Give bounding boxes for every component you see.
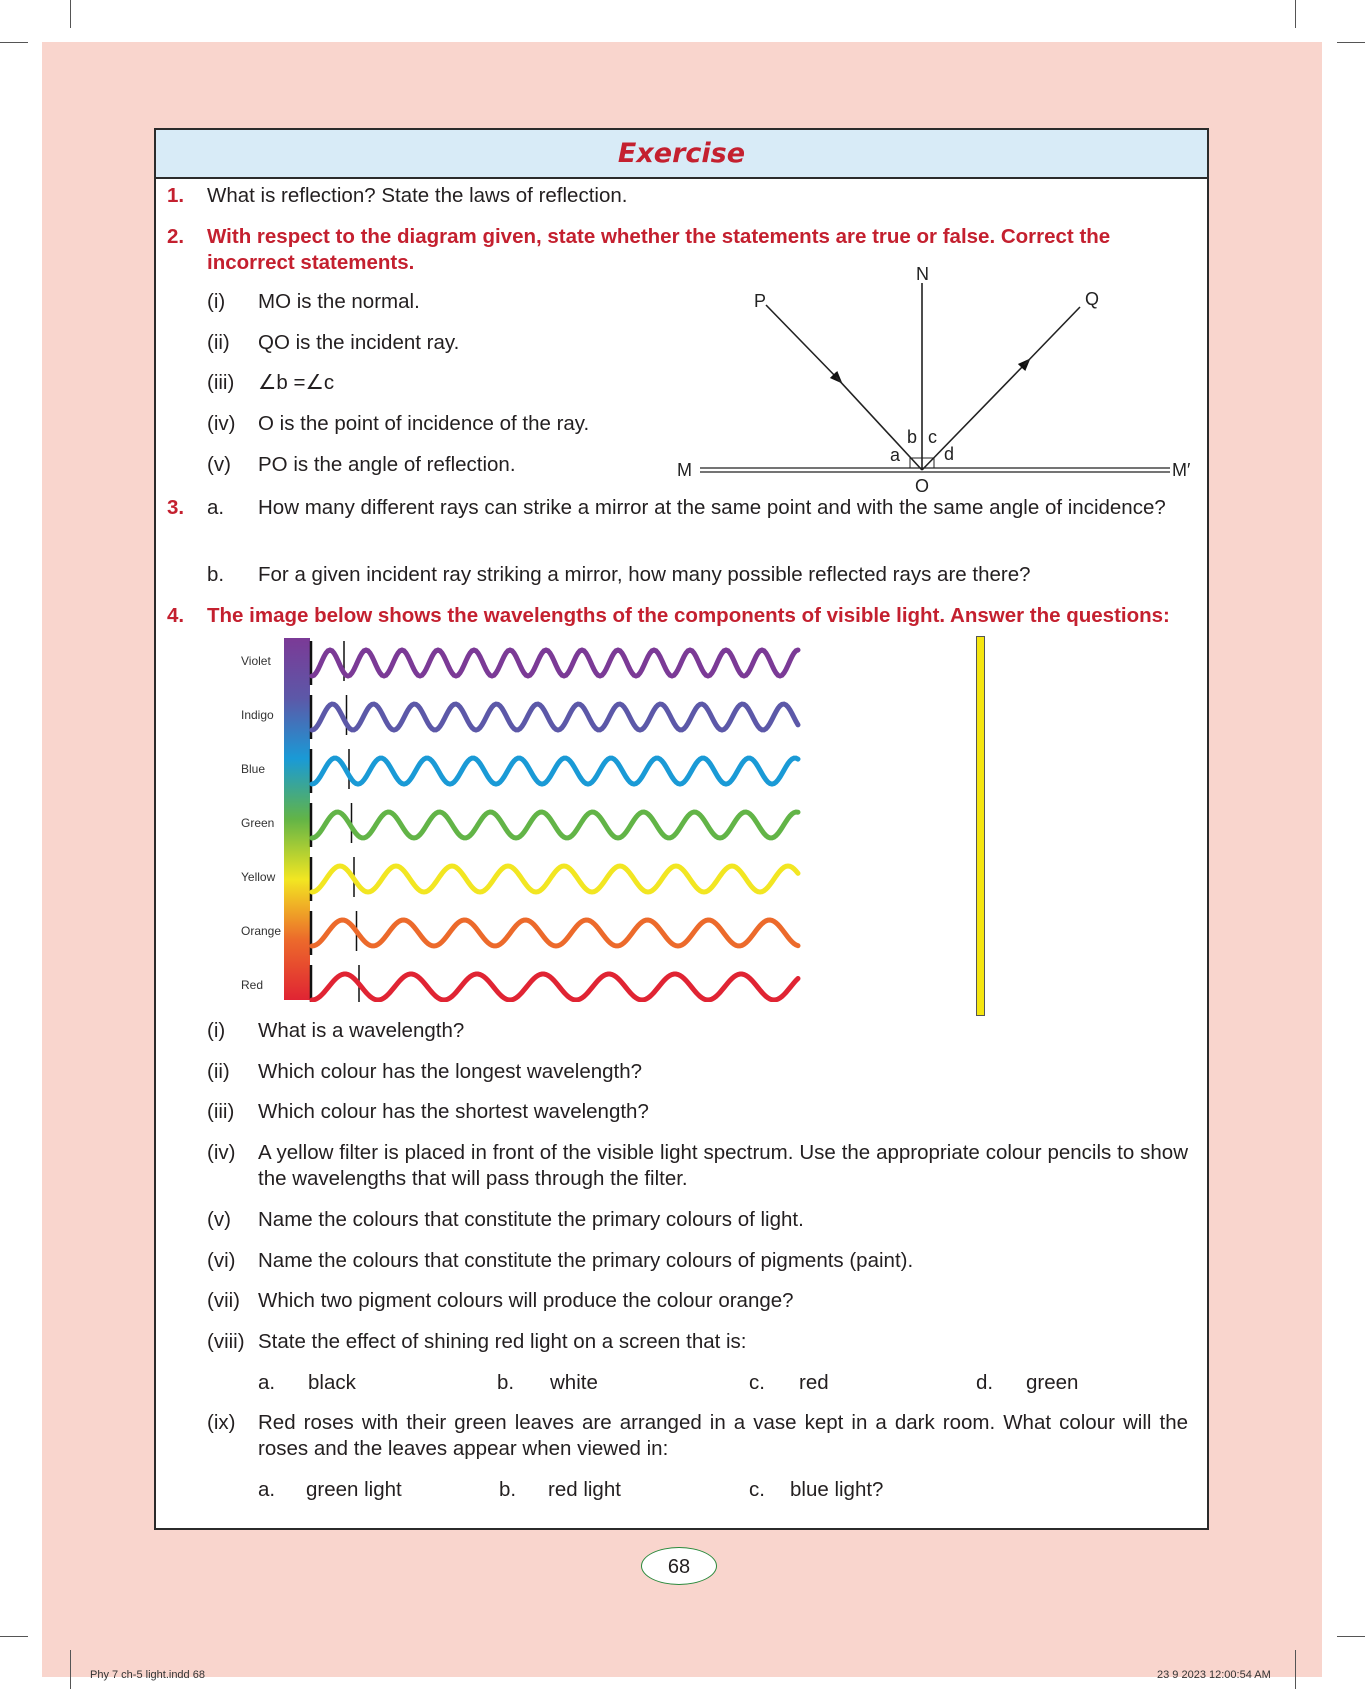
q2-text: With respect to the diagram given, state whether the statements are true or false. Correct the incorrect statements. xyxy=(207,225,1111,274)
option-text: white xyxy=(550,1371,598,1394)
q2-item-label: (ii) xyxy=(207,331,230,354)
label-d: d xyxy=(944,444,955,464)
incident-ray xyxy=(766,305,838,379)
q3-item-label: b. xyxy=(207,563,225,586)
q4-number: 4. xyxy=(167,604,185,627)
q4-item-label: (vii) xyxy=(207,1289,241,1312)
q4-item-label: (viii) xyxy=(207,1330,245,1353)
q2-item-text: O is the point of incidence of the ray. xyxy=(258,412,590,435)
option-text: green xyxy=(1026,1371,1079,1394)
spectrum-label: Red xyxy=(241,978,264,992)
option-text: red light xyxy=(548,1478,621,1501)
q4-item-label: (iii) xyxy=(207,1100,235,1123)
label-c: c xyxy=(928,427,937,447)
reflected-ray xyxy=(922,363,1026,470)
label-q: Q xyxy=(1085,289,1100,309)
q4-item-text: Which two pigment colours will produce the colour orange? xyxy=(258,1289,794,1312)
label-m: M xyxy=(677,460,692,480)
reflection-diagram xyxy=(670,258,1190,498)
option-text: blue light? xyxy=(790,1478,884,1501)
spectrum-label: Violet xyxy=(241,654,271,668)
label-a: a xyxy=(890,445,901,465)
q4-item-text: A yellow filter is placed in front of the visible light spectrum. Use the appropriate colour pencils to show the wavelengths that will pass through the filter. xyxy=(258,1141,1188,1190)
q4-item-label: (i) xyxy=(207,1019,226,1042)
q2-item-text: MO is the normal. xyxy=(258,290,420,313)
q2-item-text: ∠b =∠c xyxy=(258,371,335,394)
incident-ray xyxy=(836,377,922,470)
label-b: b xyxy=(907,427,918,447)
q2-item-text: PO is the angle of reflection. xyxy=(258,453,516,476)
q3-number: 3. xyxy=(167,496,185,519)
crop-mark xyxy=(70,1650,71,1689)
crop-mark xyxy=(70,0,71,28)
q2-item-label: (v) xyxy=(207,453,231,476)
spectrum-color-bar xyxy=(284,638,310,1000)
spectrum-label: Orange xyxy=(241,924,282,938)
option-label: c. xyxy=(749,1371,765,1394)
wavelength-waves xyxy=(308,636,803,1002)
q4-item-label: (iv) xyxy=(207,1141,236,1164)
option-label: a. xyxy=(258,1371,276,1394)
wave-yellow xyxy=(312,866,798,892)
exercise-header xyxy=(156,130,1207,179)
q4-item-text: Name the colours that constitute the primary colours of pigments (paint). xyxy=(258,1249,914,1272)
q2-item-text: QO is the incident ray. xyxy=(258,331,460,354)
q2-item-label: (i) xyxy=(207,290,226,313)
crop-mark xyxy=(1295,1650,1296,1689)
spectrum-label: Blue xyxy=(241,762,266,776)
option-text: black xyxy=(308,1371,356,1394)
wave-green xyxy=(312,812,798,838)
q4-item-text: Which colour has the shortest wavelength? xyxy=(258,1100,649,1123)
wave-red xyxy=(312,974,798,1000)
crop-mark xyxy=(1337,1636,1365,1637)
q4-text: The image below shows the wavelengths of the components of visible light. Answer the questions: xyxy=(207,604,1170,627)
option-label: b. xyxy=(499,1478,517,1501)
option-label: d. xyxy=(976,1371,994,1394)
q4-item-text: What is a wavelength? xyxy=(258,1019,465,1042)
wave-blue xyxy=(312,758,798,784)
q4-item-label: (vi) xyxy=(207,1249,236,1272)
crop-mark xyxy=(0,42,28,43)
spectrum-label: Green xyxy=(241,816,275,830)
wave-orange xyxy=(312,920,798,946)
wave-indigo xyxy=(312,704,798,730)
label-n: N xyxy=(916,264,929,284)
q2-item-label: (iii) xyxy=(207,371,235,394)
crop-mark xyxy=(1295,0,1296,28)
yellow-filter-strip xyxy=(976,636,985,1016)
q1-text: What is reflection? State the laws of reflection. xyxy=(207,184,628,207)
q1-number: 1. xyxy=(167,184,185,207)
option-label: c. xyxy=(749,1478,765,1501)
q4-item-text: Red roses with their green leaves are arranged in a vase kept in a dark room. What colour will the roses and the leaves appear when viewed in: xyxy=(258,1411,1188,1460)
page-number: 68 xyxy=(641,1547,717,1585)
slug-left: Phy 7 ch-5 light.indd 68 xyxy=(90,1669,205,1681)
option-text: green light xyxy=(306,1478,402,1501)
q2-number: 2. xyxy=(167,225,185,248)
q3-item-text: For a given incident ray striking a mirror, how many possible reflected rays are there? xyxy=(258,563,1031,586)
label-p: P xyxy=(754,291,767,311)
label-m-prime: M′ xyxy=(1172,460,1190,480)
q4-item-label: (ix) xyxy=(207,1411,236,1434)
option-text: red xyxy=(799,1371,829,1394)
q3-item-label: a. xyxy=(207,496,225,519)
q4-item-text: State the effect of shining red light on a screen that is: xyxy=(258,1330,747,1353)
label-o: O xyxy=(915,476,930,496)
spectrum-label: Indigo xyxy=(241,708,274,722)
spectrum-label: Yellow xyxy=(241,870,276,884)
option-label: a. xyxy=(258,1478,276,1501)
q2-item-label: (iv) xyxy=(207,412,236,435)
q3-item-text: How many different rays can strike a mirror at the same point and with the same angle of incidence? xyxy=(258,496,1166,519)
slug-right: 23 9 2023 12:00:54 AM xyxy=(1157,1669,1271,1681)
wave-violet xyxy=(312,650,798,676)
exercise-title: Exercise xyxy=(617,138,746,169)
q4-item-label: (ii) xyxy=(207,1060,230,1083)
crop-mark xyxy=(1337,42,1365,43)
option-label: b. xyxy=(497,1371,515,1394)
crop-mark xyxy=(0,1636,28,1637)
reflected-ray xyxy=(1024,307,1080,365)
q4-item-text: Name the colours that constitute the primary colours of light. xyxy=(258,1208,804,1231)
q4-item-label: (v) xyxy=(207,1208,231,1231)
q4-item-text: Which colour has the longest wavelength? xyxy=(258,1060,643,1083)
